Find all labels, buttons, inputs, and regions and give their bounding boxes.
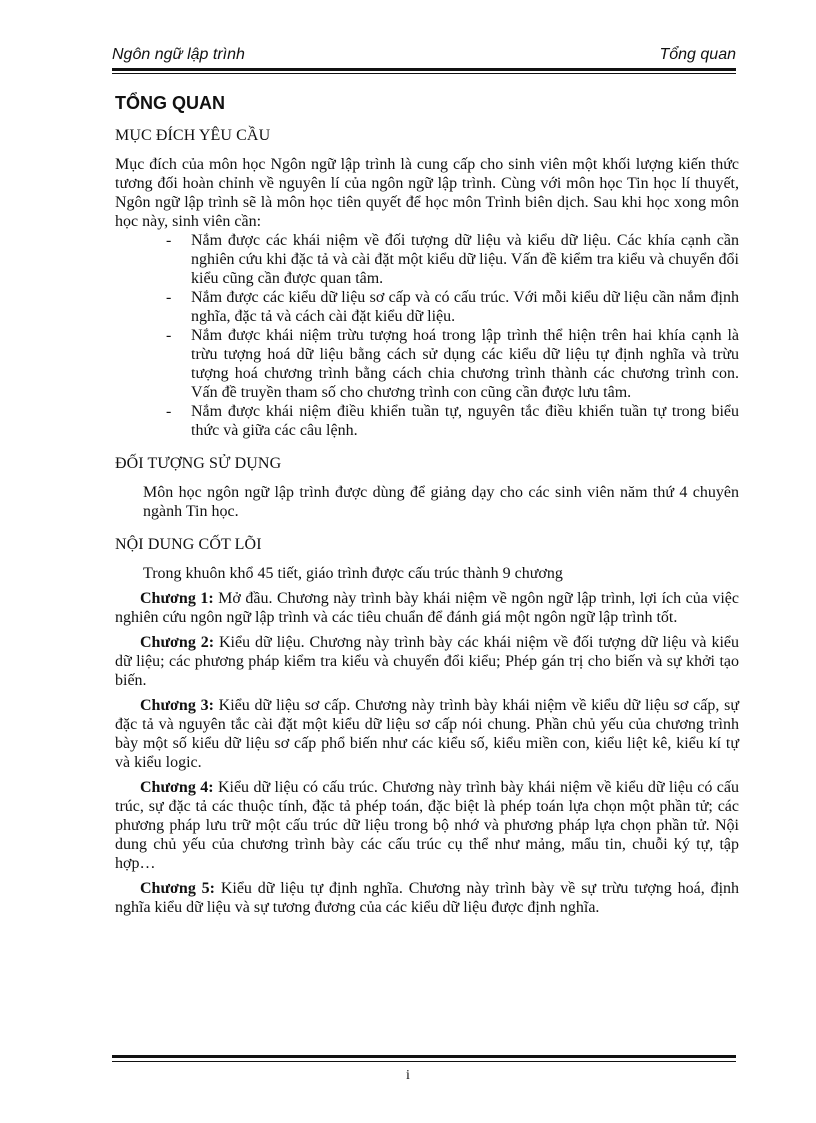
muc-dich-intro: Mục đích của môn học Ngôn ngữ lập trình là cung cấp cho sinh viên một khối lượng kiến thức tương đối hoàn chỉnh về nguyên lí của ngôn ngữ lập trình. Cùng với môn học Tin học lí thuyết, Ngôn ngữ lập trình sẽ là môn học tiên quyết để học môn Trình biên dịch. Sau khi học xong môn học này, sinh viên cần: <box>115 156 739 230</box>
chapter-5: Chương 5: Kiểu dữ liệu tự định nghĩa. Chương này trình bày về sự trừu tượng hoá, định nghĩa kiểu dữ liệu và sự tương đương của các kiểu dữ liệu được định nghĩa. <box>115 880 740 916</box>
page-title: TỔNG QUAN <box>115 93 225 113</box>
page-header <box>112 46 736 70</box>
doi-tuong-text: Môn học ngôn ngữ lập trình được dùng để giảng dạy cho các sinh viên năm thứ 4 chuyên ngành Tin học. <box>143 484 739 520</box>
header-book-title: Ngôn ngữ lập trình <box>112 46 245 63</box>
heading-doi-tuong: ĐỐI TƯỢNG SỬ DỤNG <box>115 455 282 472</box>
footer-rule-thin <box>112 1061 736 1062</box>
objectives-list <box>115 231 739 440</box>
page-content <box>115 92 739 917</box>
header-rule-thin <box>112 73 736 74</box>
chapter-2: Chương 2: Kiểu dữ liệu. Chương này trình bày các khái niệm về đối tượng dữ liệu và kiểu dữ liệu; các phương pháp kiểm tra kiểu và chuyển đổi kiểu; Phép gán trị cho biến và sự khởi tạo biến. <box>115 634 739 689</box>
noi-dung-intro: Trong khuôn khổ 45 tiết, giáo trình được cấu trúc thành 9 chương <box>143 565 563 582</box>
chapter-3: Chương 3: Kiểu dữ liệu sơ cấp. Chương này trình bày khái niệm về kiểu dữ liệu sơ cấp, sự đặc tả và nguyên tắc cài đặt một kiểu dữ liệu sơ cấp nói chung. Phần chủ yếu của chương trình bày một số kiểu dữ liệu sơ cấp phổ biến như các kiểu số, kiểu miền con, kiểu liệt kê, kiểu kí tự và kiểu logic. <box>115 697 740 771</box>
header-chapter-title: Tổng quan <box>659 46 736 63</box>
heading-muc-dich: MỤC ĐÍCH YÊU CẦU <box>115 127 271 144</box>
chapter-4: Chương 4: Kiểu dữ liệu có cấu trúc. Chương này trình bày khái niệm về kiểu dữ liệu có cấu trúc, sự đặc tả các thuộc tính, đặc tả phép toán, đặc biệt là phép toán lựa chọn một phần tử; các phương pháp lưu trữ một cấu trúc dữ liệu trong bộ nhớ và phương pháp lựa chọn phần tử. Nội dung chủ yếu của chương trình bày các cấu trúc cụ thể như mảng, mẩu tin, chuỗi ký tự, tập hợp… <box>115 779 740 872</box>
heading-noi-dung: NỘI DUNG CỐT LÕI <box>115 536 262 553</box>
page-number: i <box>406 1068 410 1083</box>
chapter-1: Chương 1: Mở đầu. Chương này trình bày khái niệm về ngôn ngữ lập trình, lợi ích của việc nghiên cứu ngôn ngữ lập trình và các tiêu chuẩn để đánh giá một ngôn ngữ lập trình tốt. <box>115 590 740 626</box>
list-item: - Nắm được các khái niệm về đối tượng dữ liệu và kiểu dữ liệu. Các khía cạnh cần nghiên cứu khi đặc tả và cài đặt một kiểu dữ liệu. Vấn đề kiểm tra kiểu và chuyển đổi kiểu cũng cần được quan tâm. <box>166 232 739 287</box>
footer-rule <box>112 1055 736 1058</box>
list-item: - Nắm được khái niệm trừu tượng hoá trong lập trình thể hiện trên hai khía cạnh là trừu tượng hoá dữ liệu bằng cách sử dụng các kiểu dữ liệu tự định nghĩa và trừu tượng hoá chương trình bằng cách chia chương trình thành các chương trình con. Vấn đề truyền tham số cho chương trình con cũng cần được lưu tâm. <box>166 327 739 401</box>
list-item: - Nắm được khái niệm điều khiển tuần tự, nguyên tắc điều khiển tuần tự trong biểu thức và giữa các câu lệnh. <box>166 403 739 439</box>
list-item: - Nắm được các kiểu dữ liệu sơ cấp và có cấu trúc. Với mỗi kiểu dữ liệu cần nắm định nghĩa, đặc tả và cách cài đặt kiểu dữ liệu. <box>166 289 739 325</box>
header-rule <box>112 68 736 71</box>
